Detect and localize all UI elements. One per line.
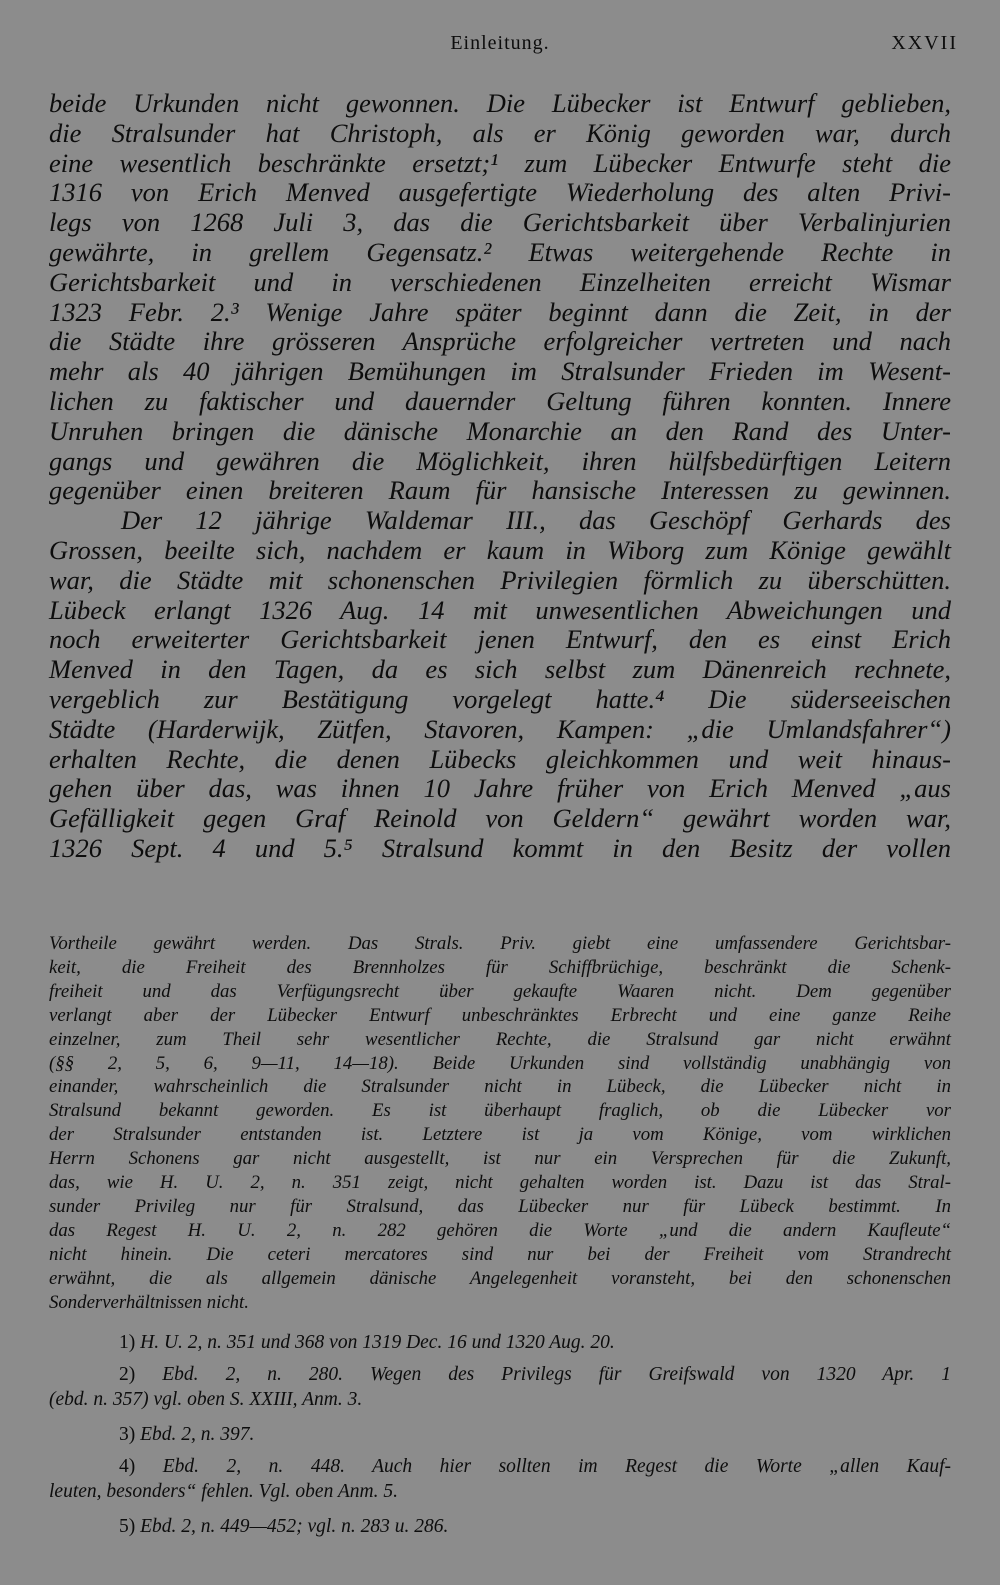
- footnote-1: [119, 1330, 951, 1356]
- text-line: gewährte, in grellem Gegensatz.² Etwas weitergehende Rechte in: [49, 237, 951, 267]
- footnote-line: das, wie H. U. 2, n. 351 zeigt, nicht gehalten worden ist. Dazu ist das Stral-: [49, 1172, 951, 1193]
- footnote-number: 5): [119, 1516, 136, 1537]
- footnote-line: sunder Privileg nur für Stralsund, das Lübecker nur für Lübeck bestimmt. In: [49, 1195, 951, 1217]
- footnote-line: der Stralsunder entstanden ist. Letztere ist ja vom Könige, vom wirklichen: [49, 1124, 951, 1146]
- text-line: legs von 1268 Juli 3, das die Gerichtsbarkeit über Verbalinjurien: [49, 207, 951, 238]
- footnote-line: freiheit und das Verfügungsrecht über gekaufte Waaren nicht. Dem gegenüber: [49, 980, 951, 1002]
- text-line: Gerichtsbarkeit und in verschiedenen Einzelheiten erreicht Wismar: [49, 266, 951, 297]
- text-line: Unruhen bringen die dänische Monarchie an den Rand des Unter-: [49, 415, 951, 446]
- footnote-number: 4): [119, 1456, 136, 1477]
- header-title: Einleitung.: [450, 32, 550, 54]
- text-line: Grossen, beeilte sich, nachdem er kaum in Wiborg zum Könige gewählt: [49, 535, 951, 565]
- footnote-4: [119, 1454, 951, 1480]
- footnote-5: [119, 1514, 951, 1540]
- text-line: die Stralsunder hat Christoph, als er König geworden war, durch: [49, 117, 951, 148]
- footnote-line: Herrn Schonens gar nicht ausgestellt, ist nur ein Versprechen für die Zukunft,: [49, 1148, 951, 1170]
- footnote-text: Ebd. 2, n. 448. Auch hier sollten im Regest die Worte „allen Kauf-: [162, 1456, 952, 1477]
- text-line: gangs und gewähren die Möglichkeit, ihren hülfsbedürftigen Leitern: [49, 445, 951, 476]
- footnote-line: erwähnt, die als allgemein dänische Angelegenheit voransteht, bei den schonenschen: [49, 1267, 951, 1289]
- footnote-line: nicht hinein. Die ceteri mercatores sind nur bei der Freiheit vom Strandrecht: [49, 1243, 951, 1265]
- text-line: erhalten Rechte, die denen Lübecks gleichkommen und weit hinaus-: [49, 743, 951, 774]
- text-line: Lübeck erlangt 1326 Aug. 14 mit unwesentlichen Abweichungen und: [49, 594, 951, 625]
- running-header: [0, 32, 1000, 62]
- footnote-line: Stralsund bekannt geworden. Es ist überhaupt fraglich, ob die Lübecker vor: [49, 1100, 951, 1122]
- text-line: 1323 Febr. 2.³ Wenige Jahre später beginnt dann die Zeit, in der: [49, 296, 951, 327]
- footnote-line: verlangt aber der Lübecker Entwurf unbeschränktes Erbrecht und eine ganze Reihe: [49, 1004, 951, 1026]
- footnote-text: H. U. 2, n. 351 und 368 von 1319 Dec. 16 und 1320 Aug. 20.: [140, 1332, 615, 1353]
- text-line: die Städte ihre grösseren Ansprüche erfolgreicher vertreten und nach: [49, 326, 951, 357]
- footnote-text: Ebd. 2, n. 280. Wegen des Privilegs für Greifswald von 1320 Apr. 1: [162, 1364, 951, 1385]
- footnote-number: 2): [119, 1364, 136, 1385]
- text-line: eine wesentlich beschränkte ersetzt;¹ zum Lübecker Entwurfe steht die: [49, 147, 951, 178]
- text-line: Gefälligkeit gegen Graf Reinold von Geldern“ gewährt worden war,: [49, 803, 951, 834]
- footnote-text: Ebd. 2, n. 449—452; vgl. n. 283 u. 286.: [140, 1516, 449, 1537]
- text-line: gehen über das, was ihnen 10 Jahre früher von Erich Menved „aus: [49, 773, 951, 804]
- footnote-text-continued: leuten, besonders“ fehlen. Vgl. oben Anm. 5.: [49, 1481, 398, 1502]
- text-line: gegenüber einen breiteren Raum für hansische Interessen zu gewinnen.: [49, 475, 951, 506]
- footnote-line: das Regest H. U. 2, n. 282 gehören die Worte „und die andern Kaufleute“: [49, 1219, 951, 1241]
- text-line: war, die Städte mit schonenschen Privilegien förmlich zu überschütten.: [49, 564, 951, 595]
- footnote-line: Sonderverhältnissen nicht.: [49, 1291, 249, 1313]
- footnote-2: [119, 1362, 951, 1388]
- text-line: Der 12 jährige Waldemar III., das Geschöpf Gerhards des: [121, 505, 951, 536]
- text-line: noch erweiterter Gerichtsbarkeit jenen Entwurf, den es einst Erich: [49, 624, 951, 655]
- text-line: Städte (Harderwijk, Zütfen, Stavoren, Kampen: „die Umlandsfahrer“): [49, 713, 951, 744]
- text-line: Menved in den Tagen, da es sich selbst zum Dänenreich rechnete,: [49, 654, 951, 685]
- text-line: mehr als 40 jährigen Bemühungen im Stralsunder Frieden im Wesent-: [49, 356, 951, 387]
- footnote-text-continued: (ebd. n. 357) vgl. oben S. XXIII, Anm. 3.: [49, 1389, 363, 1410]
- text-line: beide Urkunden nicht gewonnen. Die Lübecker ist Entwurf geblieben,: [49, 88, 951, 118]
- footnote-3: [119, 1422, 951, 1448]
- footnote-number: 1): [119, 1332, 136, 1353]
- footnote-text: Ebd. 2, n. 397.: [140, 1424, 255, 1445]
- text-line: 1326 Sept. 4 und 5.⁵ Stralsund kommt in den Besitz der vollen: [49, 833, 951, 863]
- text-line: 1316 von Erich Menved ausgefertigte Wiederholung des alten Privi-: [49, 177, 951, 208]
- text-line: vergeblich zur Bestätigung vorgelegt hatte.⁴ Die süderseeischen: [49, 684, 951, 714]
- footnote-line: einander, wahrscheinlich die Stralsunder nicht in Lübeck, die Lübecker nicht in: [49, 1076, 951, 1098]
- footnote-line: (§§ 2, 5, 6, 9—11, 14—18). Beide Urkunden sind vollständig unabhängig von: [49, 1052, 951, 1074]
- footnote-number: 3): [119, 1424, 136, 1445]
- footnote-line: Vortheile gewährt werden. Das Strals. Priv. giebt eine umfassendere Gerichtsbar-: [49, 933, 951, 954]
- footnote-line: keit, die Freiheit des Brennholzes für Schiffbrüchige, beschränkt die Schenk-: [49, 956, 951, 978]
- page-number: XXVII: [891, 32, 958, 54]
- footnote-line: einzelner, zum Theil sehr wesentlicher Rechte, die Stralsund gar nicht erwähnt: [49, 1028, 951, 1050]
- text-line: lichen zu faktischer und dauernder Geltung führen konnten. Innere: [49, 386, 951, 416]
